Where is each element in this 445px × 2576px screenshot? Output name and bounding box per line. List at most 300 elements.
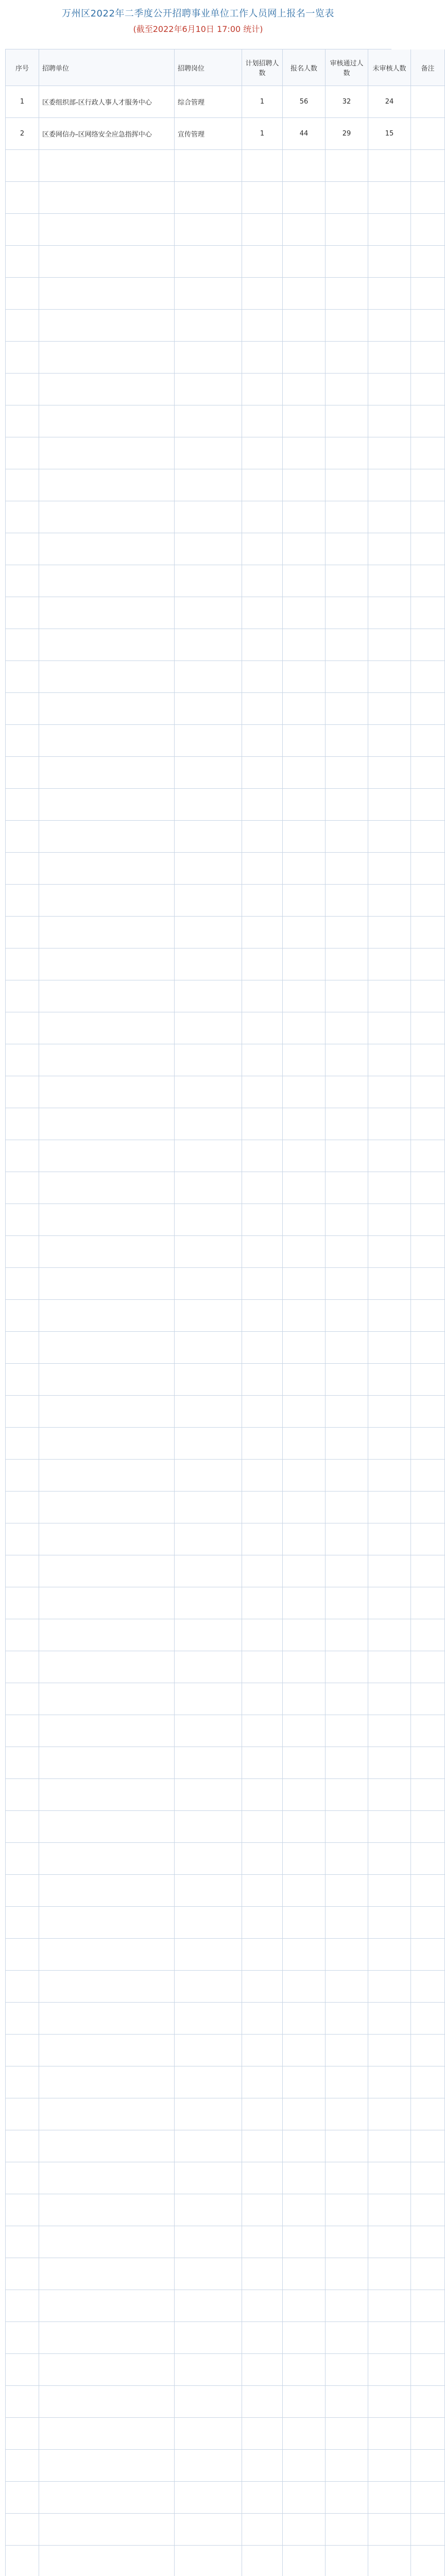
cell-idx [6,789,39,821]
cell-unit [39,1012,175,1044]
cell-unit [39,469,175,501]
cell-num [242,1204,283,1236]
cell-fail [368,1971,411,2003]
cell-pass [326,725,368,757]
cell-fail [368,2482,411,2514]
cell-app [283,980,326,1012]
table-row [6,246,445,278]
cell-app [283,1907,326,1939]
cell-note [411,1619,445,1651]
cell-fail [368,1140,411,1172]
table-row [6,853,445,885]
cell-idx [6,1875,39,1907]
cell-note [411,1012,445,1044]
cell-idx [6,2450,39,2482]
cell-fail [368,1204,411,1236]
cell-app [283,2035,326,2066]
cell-note [411,821,445,853]
table-row [6,2354,445,2386]
table-row [6,1683,445,1715]
cell-idx [6,693,39,725]
cell-fail [368,917,411,948]
cell-note [411,2066,445,2098]
cell-app [283,1428,326,1460]
cell-unit [39,2035,175,2066]
cell-unit [39,1651,175,1683]
cell-unit [39,1683,175,1715]
cell-app [283,1811,326,1843]
col-app: 报名人数 [283,49,326,86]
cell-idx [6,948,39,980]
cell-job [175,853,242,885]
cell-num [242,2130,283,2162]
cell-job [175,757,242,789]
cell-num [242,757,283,789]
cell-num [242,2003,283,2035]
cell-app [283,885,326,917]
cell-idx [6,278,39,310]
cell-pass [326,1971,368,2003]
cell-app [283,1555,326,1587]
cell-fail [368,1460,411,1492]
cell-job [175,1300,242,1332]
table-row [6,629,445,661]
cell-unit [39,1364,175,1396]
cell-note [411,917,445,948]
cell-job [175,1364,242,1396]
cell-pass [326,1172,368,1204]
cell-note [411,1044,445,1076]
cell-pass [326,2546,368,2576]
cell-job [175,2098,242,2130]
cell-pass [326,1108,368,1140]
cell-fail [368,2035,411,2066]
cell-app [283,1715,326,1747]
table-row [6,310,445,342]
cell-job [175,2546,242,2576]
cell-unit [39,1715,175,1747]
cell-num [242,821,283,853]
cell-idx [6,2482,39,2514]
cell-note [411,2322,445,2354]
cell-unit [39,1332,175,1364]
cell-job [175,2482,242,2514]
cell-job [175,948,242,980]
cell-fail [368,565,411,597]
cell-fail [368,1779,411,1811]
cell-num [242,150,283,182]
table-row [6,214,445,246]
cell-num [242,1523,283,1555]
cell-pass [326,310,368,342]
cell-idx [6,1236,39,1268]
cell-job [175,1044,242,1076]
cell-job [175,629,242,661]
table-row [6,182,445,214]
table-row [6,1012,445,1044]
cell-note [411,533,445,565]
cell-idx [6,1971,39,2003]
table-row [6,2418,445,2450]
cell-fail [368,2514,411,2546]
cell-job [175,597,242,629]
cell-idx [6,405,39,437]
cell-note [411,725,445,757]
table-row [6,917,445,948]
cell-pass [326,2162,368,2194]
cell-fail [368,374,411,405]
cell-num [242,1364,283,1396]
cell-note [411,980,445,1012]
cell-job [175,2514,242,2546]
cell-idx [6,661,39,693]
cell-unit [39,2418,175,2450]
cell-app [283,2418,326,2450]
cell-unit [39,1907,175,1939]
cell-idx [6,597,39,629]
cell-job [175,182,242,214]
cell-app [283,150,326,182]
cell-fail [368,1811,411,1843]
cell-pass [326,980,368,1012]
cell-app [283,1523,326,1555]
cell-num [242,1108,283,1140]
cell-unit [39,2482,175,2514]
cell-num [242,1044,283,1076]
cell-num [242,885,283,917]
cell-app [283,565,326,597]
table-header [6,49,445,86]
cell-num [242,1971,283,2003]
cell-pass [326,1683,368,1715]
cell-idx [6,246,39,278]
cell-pass [326,1779,368,1811]
cell-pass [326,693,368,725]
cell-fail [368,1236,411,1268]
cell-job [175,2003,242,2035]
cell-unit [39,150,175,182]
cell-num [242,853,283,885]
cell-fail [368,1364,411,1396]
cell-num [242,2098,283,2130]
table-row [6,469,445,501]
table-row [6,1140,445,1172]
cell-note [411,437,445,469]
cell-pass [326,1300,368,1332]
cell-note [411,2098,445,2130]
cell-pass: 29 [326,118,368,150]
cell-idx [6,1012,39,1044]
cell-app [283,2482,326,2514]
cell-idx [6,917,39,948]
cell-unit [39,2354,175,2386]
cell-fail [368,693,411,725]
cell-unit [39,1587,175,1619]
cell-app [283,757,326,789]
cell-app [283,1875,326,1907]
cell-job: 宣传管理 [175,118,242,150]
table-row [6,1044,445,1076]
cell-app [283,533,326,565]
cell-num [242,1460,283,1492]
cell-fail [368,2066,411,2098]
cell-unit [39,629,175,661]
cell-num [242,2290,283,2322]
cell-job [175,1332,242,1364]
cell-fail: 24 [368,86,411,118]
cell-pass [326,1268,368,1300]
table-row [6,2130,445,2162]
cell-fail [368,948,411,980]
cell-num [242,1747,283,1779]
col-pass: 审核通过人数 [326,49,368,86]
cell-idx [6,1172,39,1204]
cell-app [283,2514,326,2546]
cell-fail [368,1843,411,1875]
cell-idx [6,1044,39,1076]
cell-num [242,374,283,405]
cell-app [283,1300,326,1332]
cell-fail [368,597,411,629]
table-row [6,821,445,853]
table-row [6,725,445,757]
table-row [6,1076,445,1108]
cell-num [242,2546,283,2576]
cell-num [242,1428,283,1460]
cell-app [283,2162,326,2194]
cell-unit [39,1076,175,1108]
cell-pass [326,1236,368,1268]
cell-idx [6,533,39,565]
cell-unit [39,948,175,980]
cell-idx [6,150,39,182]
cell-app [283,2322,326,2354]
cell-pass [326,150,368,182]
cell-pass [326,374,368,405]
table-row [6,1364,445,1396]
cell-fail [368,2354,411,2386]
cell-job [175,2194,242,2226]
cell-fail [368,757,411,789]
table-row [6,597,445,629]
cell-fail [368,885,411,917]
table-row [6,2035,445,2066]
table-row [6,980,445,1012]
table-row [6,2514,445,2546]
cell-fail [368,1587,411,1619]
cell-job [175,1843,242,1875]
cell-fail [368,1332,411,1364]
cell-note [411,1811,445,1843]
cell-idx [6,821,39,853]
cell-pass [326,2514,368,2546]
cell-pass [326,1619,368,1651]
cell-app [283,948,326,980]
cell-app [283,278,326,310]
cell-note [411,2354,445,2386]
cell-note [411,757,445,789]
cell-pass [326,853,368,885]
table-row [6,1268,445,1300]
cell-fail [368,2546,411,2576]
cell-fail [368,629,411,661]
cell-job [175,1268,242,1300]
cell-num [242,182,283,214]
cell-fail [368,1268,411,1300]
cell-note [411,1364,445,1396]
cell-pass [326,1460,368,1492]
cell-note [411,2003,445,2035]
cell-fail [368,1875,411,1907]
cell-fail [368,1172,411,1204]
cell-fail [368,2226,411,2258]
cell-note [411,1140,445,1172]
cell-app: 56 [283,86,326,118]
cell-note [411,2162,445,2194]
cell-pass [326,1907,368,1939]
cell-job [175,2226,242,2258]
cell-num [242,1268,283,1300]
cell-pass [326,2098,368,2130]
cell-unit [39,2066,175,2098]
cell-pass [326,1715,368,1747]
cell-app [283,1619,326,1651]
cell-note [411,1300,445,1332]
table-row [6,1811,445,1843]
cell-note [411,1332,445,1364]
cell-unit [39,310,175,342]
cell-idx [6,2514,39,2546]
cell-num [242,789,283,821]
cell-app [283,693,326,725]
cell-fail [368,533,411,565]
cell-unit [39,757,175,789]
cell-fail [368,1076,411,1108]
cell-num [242,1300,283,1332]
cell-unit [39,2322,175,2354]
cell-job [175,437,242,469]
cell-note [411,374,445,405]
cell-idx [6,1715,39,1747]
cell-idx [6,214,39,246]
table-row [6,1715,445,1747]
cell-pass [326,278,368,310]
cell-note [411,2258,445,2290]
cell-num [242,2226,283,2258]
table-row [6,2322,445,2354]
cell-pass [326,1651,368,1683]
cell-unit [39,885,175,917]
cell-pass [326,405,368,437]
cell-unit: 区委网信办-区网络安全应急指挥中心 [39,118,175,150]
table-row [6,1747,445,1779]
cell-unit [39,405,175,437]
table-row [6,1108,445,1140]
cell-note [411,2130,445,2162]
cell-pass [326,1492,368,1523]
cell-pass [326,469,368,501]
cell-idx: 1 [6,86,39,118]
cell-unit [39,1204,175,1236]
cell-unit [39,533,175,565]
cell-pass [326,885,368,917]
cell-fail [368,1747,411,1779]
cell-idx [6,2003,39,2035]
cell-num [242,1651,283,1683]
cell-unit [39,214,175,246]
cell-app [283,1587,326,1619]
cell-unit [39,565,175,597]
cell-job [175,1555,242,1587]
cell-job [175,2418,242,2450]
cell-app [283,1779,326,1811]
header [0,0,396,57]
cell-num [242,533,283,565]
table-row [6,2162,445,2194]
cell-num [242,501,283,533]
cell-unit [39,2290,175,2322]
table-row [6,2098,445,2130]
cell-job [175,1619,242,1651]
cell-unit [39,1236,175,1268]
cell-idx [6,342,39,374]
cell-job [175,1492,242,1523]
cell-num [242,1012,283,1044]
col-note: 备注 [411,49,445,86]
cell-fail [368,853,411,885]
cell-pass [326,1811,368,1843]
cell-app [283,310,326,342]
table-row [6,2194,445,2226]
cell-job [175,1683,242,1715]
cell-idx [6,629,39,661]
cell-unit [39,2450,175,2482]
cell-unit [39,2194,175,2226]
cell-app [283,374,326,405]
cell-app [283,2354,326,2386]
cell-app [283,853,326,885]
table-row [6,278,445,310]
cell-unit [39,1619,175,1651]
cell-unit [39,725,175,757]
cell-note [411,1492,445,1523]
cell-job [175,2162,242,2194]
cell-pass [326,2290,368,2322]
cell-app [283,214,326,246]
cell-app [283,629,326,661]
cell-unit: 区委组织部-区行政人事人才服务中心 [39,86,175,118]
cell-unit [39,501,175,533]
cell-unit [39,821,175,853]
cell-fail [368,2130,411,2162]
cell-job [175,342,242,374]
cell-pass [326,565,368,597]
cell-pass [326,437,368,469]
cell-job [175,1587,242,1619]
cell-app [283,2226,326,2258]
cell-num [242,2354,283,2386]
cell-job [175,1396,242,1428]
cell-idx [6,1587,39,1619]
cell-note [411,2514,445,2546]
cell-fail [368,2162,411,2194]
cell-note [411,2418,445,2450]
cell-idx [6,2035,39,2066]
cell-idx [6,1523,39,1555]
cell-pass [326,661,368,693]
cell-pass [326,1396,368,1428]
cell-job [175,789,242,821]
